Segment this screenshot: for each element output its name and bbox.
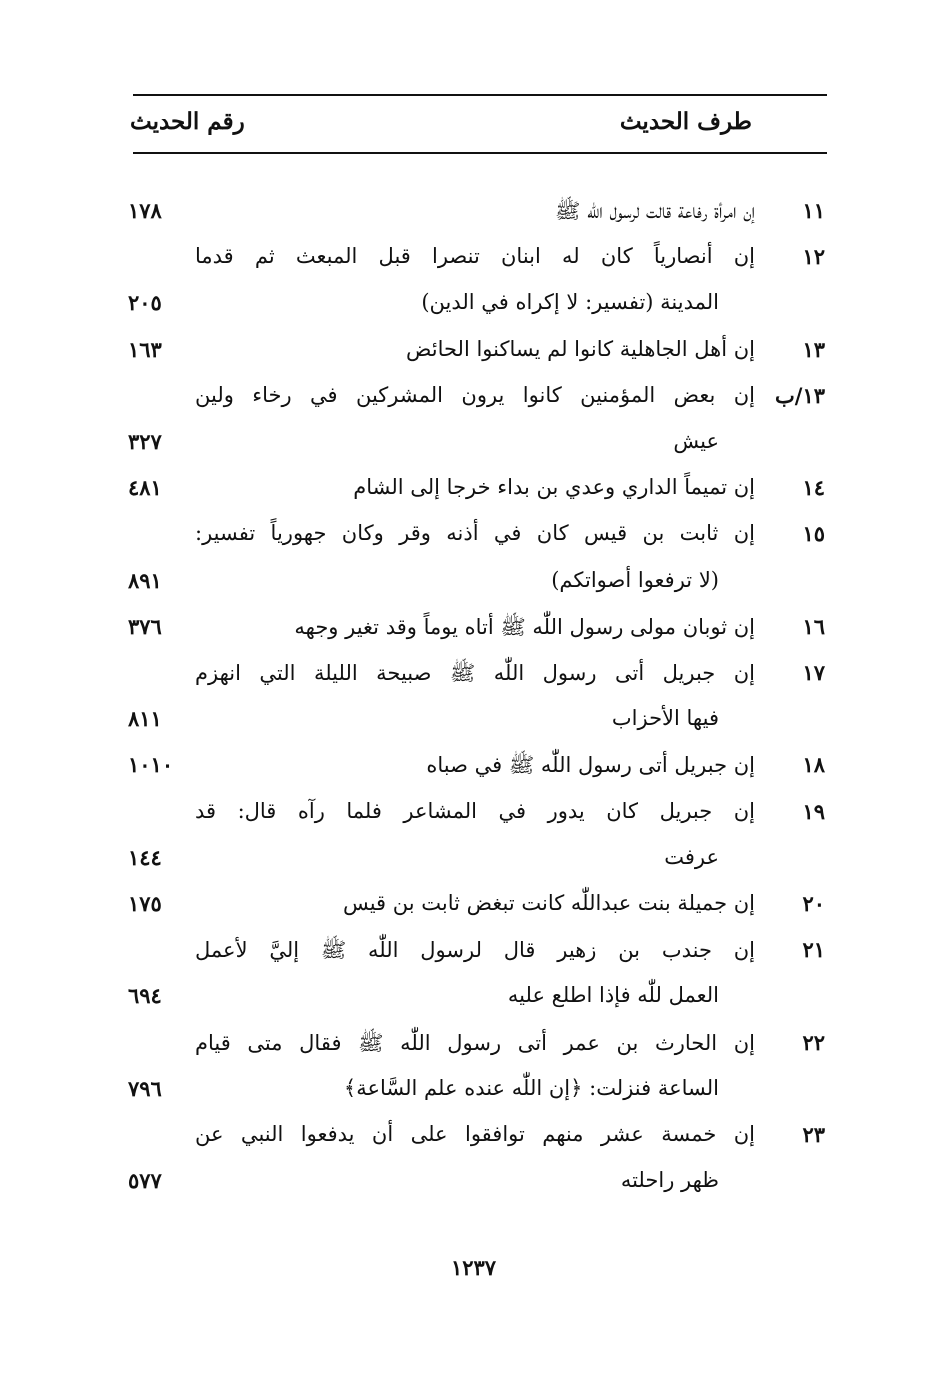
entry-line (0, 1068, 947, 1114)
entry-number: ١٤ (802, 475, 825, 501)
entry-text: إن جبريل أتى رسول اللّٰه ﷺ في صباه (426, 753, 755, 778)
entry-line (0, 421, 947, 467)
entry-line (0, 190, 947, 236)
entry-line (0, 929, 947, 975)
entry-text: إن امرأة رفاعة قالت لرسول اللّٰه ﷺ (555, 199, 755, 223)
entry-line (0, 744, 947, 790)
entry-reference-number: ١٦٣ (128, 336, 162, 362)
entry-line (0, 698, 947, 744)
entry-number: ٢١ (802, 937, 825, 963)
entry-reference-number: ١٧٥ (128, 891, 162, 916)
entry-reference-number: ٨١١ (128, 706, 162, 732)
entry-line (0, 606, 947, 652)
entry-line (0, 1160, 947, 1206)
entry-reference-number: ٧٩٦ (128, 1075, 162, 1101)
entry-line (0, 837, 947, 883)
entry-number: ٢٢ (802, 1029, 825, 1055)
entry-reference-number: ١٧٨ (128, 198, 162, 223)
entry-line (0, 282, 947, 328)
entry-reference-number: ٦٩٤ (128, 983, 162, 1009)
entry-line (0, 975, 947, 1021)
entry-text-continuation: ظهر راحلته (620, 1168, 719, 1193)
entry-line (0, 467, 947, 513)
entry-number: ١٥ (802, 521, 825, 547)
entry-line (0, 652, 947, 698)
entry-text: إن تميماً الداري وعدي بن بداء خرجا إلى الشام (353, 475, 755, 500)
header-rule (133, 152, 827, 154)
entry-reference-number: ٨٩١ (128, 567, 162, 593)
entry-number: ١١ (802, 198, 825, 223)
entry-text-continuation: العمل للّٰه فإذا اطلع عليه (507, 983, 719, 1008)
entry-number: ٢٠ (802, 891, 825, 916)
column-header-hadith-text: طرف الحديث (619, 108, 752, 135)
entry-number: ١٧ (802, 660, 825, 685)
top-rule (133, 94, 827, 96)
entry-text: إن بعض المؤمنين كانوا يرون المشركين في رخاء ولين (195, 382, 755, 407)
entry-reference-number: ٢٠٥ (128, 290, 162, 316)
entry-line (0, 1114, 947, 1160)
entry-text: إن خمسة عشر منهم توافقوا على أن يدفعوا النبي عن (195, 1122, 755, 1146)
entry-text: إن جبريل أتى رسول اللّٰه ﷺ صبيحة الليلة التي انهزم (195, 661, 755, 685)
entry-text-continuation: فيها الأحزاب (611, 706, 719, 731)
entry-line (0, 1022, 947, 1068)
entry-line (0, 791, 947, 837)
entry-text: إن أهل الجاهلية كانوا لم يساكنوا الحائض (406, 336, 755, 361)
entry-reference-number: ١٠١٠ (128, 752, 174, 778)
entry-text-continuation: عرفت (664, 844, 719, 869)
entry-line (0, 513, 947, 559)
entry-text-continuation: عيش (673, 429, 719, 453)
entry-text: إن جبريل كان يدور في المشاعر فلما رآه قال: قد (195, 798, 755, 823)
entry-reference-number: ٤٨١ (128, 475, 162, 501)
entry-text: إن جميلة بنت عبداللّٰه كانت تبغض ثابت بن قيس (342, 891, 755, 915)
entry-number: ١٨ (802, 752, 825, 778)
entry-line (0, 236, 947, 282)
entry-line (0, 329, 947, 375)
entry-number: ١٣/ب (774, 382, 825, 408)
entry-number: ١٩ (802, 798, 825, 824)
entry-number: ١٢ (802, 244, 825, 270)
page-number: ١٢٣٧ (450, 1255, 497, 1280)
entry-text-continuation: الساعة فنزلت: ﴿إن اللّٰه عنده علم السَّاعة﴾ (343, 1075, 719, 1100)
entry-line (0, 560, 947, 606)
column-header-hadith-number: رقم الحديث (130, 108, 245, 135)
entry-text: إن ثابت بن قيس كان في أذنه وقر وكان جهورياً تفسير: (195, 521, 755, 546)
entry-number: ١٦ (802, 613, 825, 639)
entry-number: ١٣ (802, 336, 825, 362)
entry-line (0, 883, 947, 929)
entry-text: إن أنصارياً كان له ابنان تنصرا قبل المبعث ثم قدما (195, 244, 755, 269)
entry-line (0, 375, 947, 421)
entry-number: ٢٣ (802, 1122, 825, 1147)
entry-text: إن ثوبان مولى رسول اللّٰه ﷺ أتاه يوماً وقد تغير وجهه (294, 614, 755, 639)
entry-text: إن جندب بن زهير قال لرسول اللّٰه ﷺ إليَّ لأعمل (195, 938, 755, 963)
entry-text-continuation: المدينة (تفسير: لا إكراه في الدين) (421, 290, 719, 315)
entry-reference-number: ٣٢٧ (128, 429, 162, 454)
entry-reference-number: ٣٧٦ (128, 613, 162, 639)
entry-text-continuation: (لا ترفعوا أصواتكم) (551, 567, 719, 592)
entry-reference-number: ١٤٤ (128, 844, 162, 870)
entry-text: إن الحارث بن عمر أتى رسول اللّٰه ﷺ فقال متى قيام (195, 1030, 755, 1055)
entry-reference-number: ٥٧٧ (128, 1168, 162, 1194)
